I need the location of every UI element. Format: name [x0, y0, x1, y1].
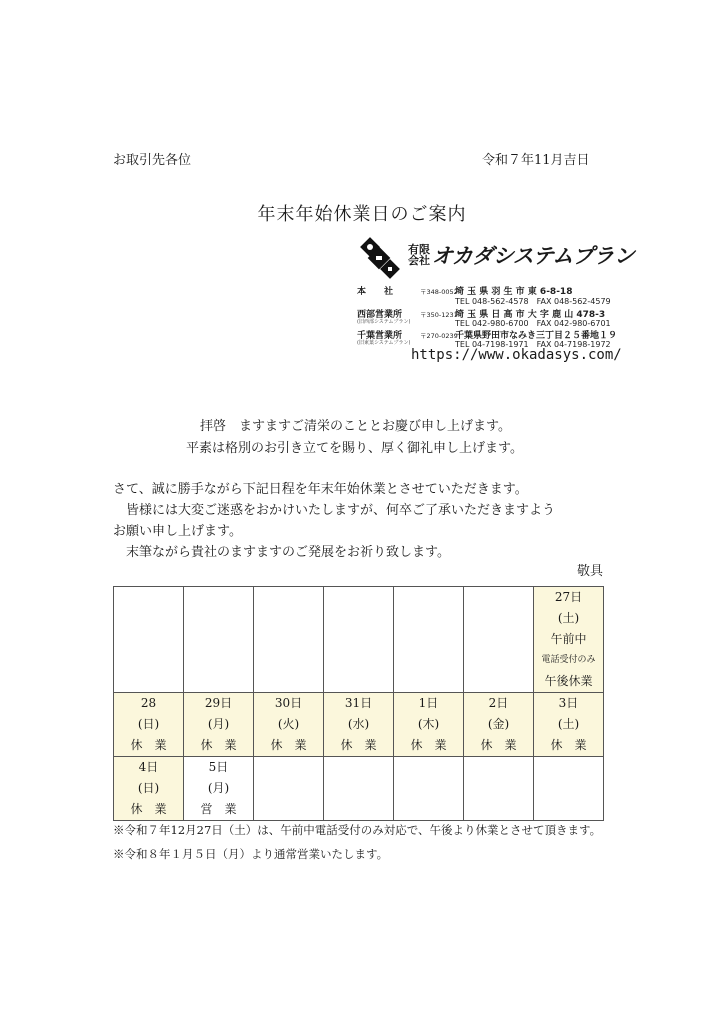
company-url[interactable]: https://www.okadasys.com/ — [411, 347, 622, 363]
calendar-cell-empty — [254, 757, 324, 821]
note-1: ※令和７年12月27日（土）は、午前中電話受付のみ対応で、午後より休業とさせて頂きます。 — [113, 823, 602, 837]
calendar-cell-empty — [534, 757, 604, 821]
calendar-row — [114, 757, 604, 821]
issue-date: 令和７年11月吉日 — [482, 153, 590, 168]
office-name: 西部営業所 — [357, 310, 403, 320]
calendar-cell: 4日 (日) 休 業 — [114, 757, 184, 821]
calendar-cell-empty — [324, 757, 394, 821]
calendar-cell-empty — [464, 757, 534, 821]
body-line-1: さて、誠に勝手ながら下記日程を年末年始休業とさせていただきます。 — [113, 482, 528, 497]
company-type: 有限 会社 — [408, 243, 430, 267]
office-sub: (旧西部システムプラン) — [357, 319, 411, 325]
body-line-2: 皆様には大変ご迷惑をおかけいたしますが、何卒ご了承いただきますよう — [126, 503, 556, 518]
calendar-row — [114, 693, 604, 757]
note-2: ※令和８年１月５日（月）より通常営業いたします。 — [113, 847, 389, 861]
calendar-cell-dec27: 27日 (土) 午前中 電話受付のみ 午後休業 — [534, 587, 604, 693]
calendar-cell: 1日 (木) 休 業 — [394, 693, 464, 757]
office-tel: TEL 042-980-6700 FAX 042-980-6701 — [455, 319, 611, 328]
calendar-cell-empty — [114, 587, 184, 693]
calendar-cell-empty — [254, 587, 324, 693]
office-sub: (旧東葉システムプラン) — [357, 340, 411, 346]
calendar-cell: 31日 (水) 休 業 — [324, 693, 394, 757]
page-title: 年末年始休業日のご案内 — [257, 204, 467, 225]
office-zip: 〒348-0052 — [420, 288, 458, 296]
calendar-cell-empty — [464, 587, 534, 693]
office-zip: 〒350-1231 — [420, 311, 458, 319]
calendar-cell: 3日 (土) 休 業 — [534, 693, 604, 757]
calendar-cell-empty — [394, 757, 464, 821]
calendar-row — [114, 587, 604, 693]
body-line-3: お願い申し上げます。 — [113, 524, 242, 539]
calendar-cell: 29日 (月) 休 業 — [184, 693, 254, 757]
calendar-cell: 2日 (金) 休 業 — [464, 693, 534, 757]
company-logo-icon — [357, 236, 407, 282]
calendar-cell-empty — [324, 587, 394, 693]
office-tel: TEL 04-7198-1971 FAX 04-7198-1972 — [455, 340, 611, 349]
office-address: 千葉県野田市なみき三丁目２５番地１９ — [455, 331, 618, 341]
calendar-cell-empty — [184, 587, 254, 693]
company-name: オカダシステムプラン — [432, 244, 635, 268]
greeting-line-2: 平素は格別のお引き立てを賜り、厚く御礼申し上げます。 — [186, 441, 523, 456]
calendar-cell: 28 (日) 休 業 — [114, 693, 184, 757]
office-address: 埼 玉 県 日 高 市 大 字 鹿 山 478-3 — [455, 310, 606, 320]
calendar-cell: 5日 (月) 営 業 — [184, 757, 254, 821]
office-tel: TEL 048-562-4578 FAX 048-562-4579 — [455, 297, 611, 306]
office-name: 千葉営業所 — [357, 331, 403, 341]
holiday-calendar — [113, 586, 604, 821]
greeting-line-1: 拝啓 ますますご清栄のこととお慶び申し上げます。 — [200, 419, 511, 434]
closing: 敬具 — [577, 564, 604, 579]
recipient: お取引先各位 — [113, 153, 192, 168]
calendar-cell-empty — [394, 587, 464, 693]
body-line-4: 末筆ながら貴社のますますのご発展をお祈り致します。 — [126, 545, 450, 560]
office-zip: 〒270-0239 — [420, 332, 458, 340]
office-address: 埼 玉 県 羽 生 市 東 6-8-18 — [455, 287, 573, 297]
calendar-cell: 30日 (火) 休 業 — [254, 693, 324, 757]
office-name: 本 社 — [357, 287, 394, 297]
